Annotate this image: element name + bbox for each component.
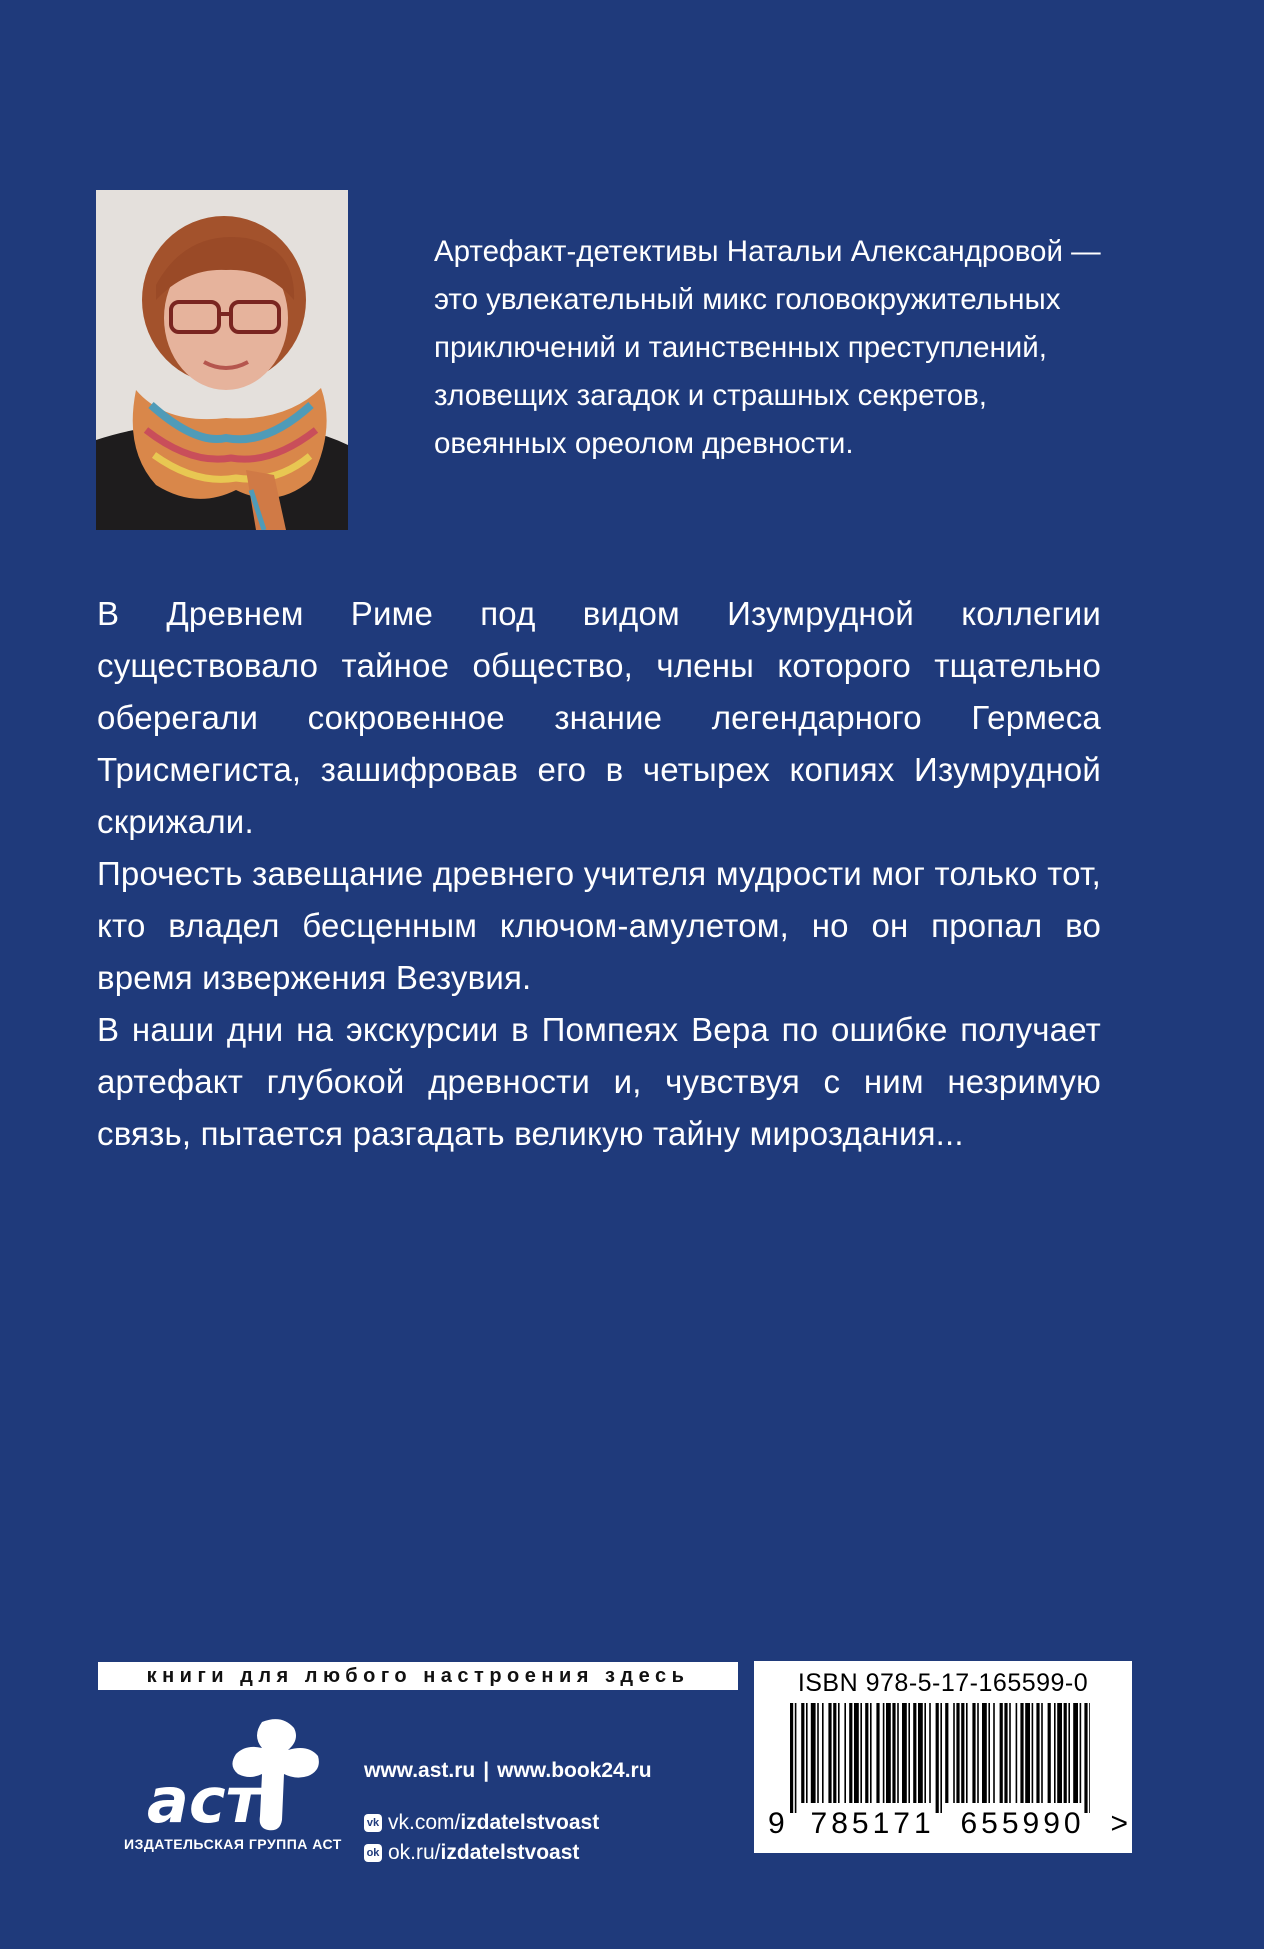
barcode-bar — [860, 1703, 862, 1803]
intro-line: овеянных ореолом древности. — [434, 427, 854, 460]
barcode-bar — [1000, 1703, 1003, 1803]
barcode-bar — [1016, 1703, 1018, 1803]
barcode-bar — [953, 1703, 955, 1803]
barcode-bar — [1084, 1703, 1087, 1813]
barcode-bars — [790, 1703, 1090, 1813]
barcode-bar — [982, 1703, 987, 1803]
barcode-bar — [940, 1703, 942, 1813]
barcode-bar — [1057, 1703, 1062, 1803]
ok-handle: izdatelstvoast — [440, 1841, 580, 1864]
intro-line: приключений и таинственных преступлений, — [434, 331, 1047, 364]
barcode-bar — [854, 1703, 859, 1803]
barcode-bar — [1025, 1703, 1030, 1803]
barcode-group2: 655990 — [960, 1807, 1085, 1840]
barcode-bar — [806, 1703, 808, 1803]
barcode-bar — [1041, 1703, 1043, 1803]
vk-handle: izdatelstvoast — [460, 1811, 600, 1834]
barcode-bar — [956, 1703, 959, 1803]
barcode-bar — [795, 1703, 797, 1813]
barcode-bar — [1036, 1703, 1039, 1803]
barcode-bar — [1004, 1703, 1007, 1803]
barcode-bar — [892, 1703, 895, 1803]
barcode-bar — [817, 1703, 819, 1803]
barcode-bar — [945, 1703, 948, 1803]
barcode-bar — [908, 1703, 910, 1803]
barcode-bar — [876, 1703, 879, 1803]
barcode-bar — [913, 1703, 916, 1803]
intro-line: это увлекательный микс головокружительных — [434, 283, 1061, 316]
barcode-bar — [988, 1703, 990, 1803]
publisher-links — [364, 1756, 652, 1868]
barcode-bar — [1080, 1703, 1082, 1803]
barcode-bar — [883, 1703, 885, 1803]
intro-line: Артефакт-детективы Натальи Александровой — — [434, 235, 1101, 268]
logo-caption: ИЗДАТЕЛЬСКАЯ ГРУППА АСТ — [124, 1836, 342, 1852]
barcode-bar — [1068, 1703, 1070, 1803]
barcode-bar — [1048, 1703, 1051, 1803]
barcode-bar — [886, 1703, 891, 1803]
barcode-bar — [833, 1703, 836, 1803]
barcode-bar — [902, 1703, 907, 1803]
link-ast[interactable]: www.ast.ru — [364, 1759, 476, 1782]
barcode-bar — [924, 1703, 926, 1803]
ok-prefix: ok.ru/ — [388, 1841, 441, 1864]
barcode-bar — [1020, 1703, 1023, 1803]
barcode-digits — [768, 1807, 1128, 1841]
barcode-bar — [1089, 1703, 1090, 1813]
barcode-bar — [1054, 1703, 1056, 1803]
barcode-digit-first: 9 — [768, 1807, 785, 1840]
barcode-bar — [790, 1703, 793, 1813]
barcode-bar — [811, 1703, 816, 1803]
barcode-bar — [828, 1703, 831, 1803]
barcode-bar — [961, 1703, 964, 1803]
isbn-barcode — [754, 1661, 1132, 1853]
barcode-bar — [993, 1703, 995, 1803]
barcode-bar — [870, 1703, 872, 1803]
barcode-bar — [801, 1703, 804, 1803]
barcode-bar — [972, 1703, 975, 1803]
barcode-bar — [918, 1703, 923, 1803]
barcode-bar — [865, 1703, 868, 1803]
barcode-bar — [849, 1703, 852, 1803]
logo-text: аст — [147, 1764, 262, 1837]
barcode-bar — [977, 1703, 979, 1803]
barcode-bar — [1032, 1703, 1034, 1803]
barcode-bar — [822, 1703, 824, 1803]
barcode-bar — [1009, 1703, 1011, 1803]
vk-icon: vk — [364, 1814, 382, 1832]
author-photo — [96, 190, 348, 530]
barcode-bar — [929, 1703, 931, 1803]
barcode-arrow: > — [1110, 1807, 1128, 1840]
barcode-bar — [1064, 1703, 1067, 1803]
annotation-paragraph: Прочесть завещание древнего учителя мудрости мог только тот, кто владел бесценным ключом-амулетом, но он пропал во время извержения Везувия. — [97, 855, 1101, 996]
vk-link[interactable] — [364, 1808, 652, 1838]
barcode-bar — [1073, 1703, 1078, 1803]
ok-link[interactable] — [364, 1838, 652, 1868]
annotation-paragraph: В наши дни на экскурсии в Помпеях Вера по ошибке получает артефакт глубокой древности и, чувствуя с ним незримую связь, пытается разгадать великую тайну мироздания... — [97, 1011, 1101, 1152]
website-links — [364, 1756, 652, 1786]
annotation-paragraph: В Древнем Риме под видом Изумрудной коллегии существовало тайное общество, члены которого тщательно оберегали сокровенное знание легендарного Гермеса Трисмегиста, зашифровав его в четырех копиях Изумрудной скрижали. — [97, 595, 1101, 840]
isbn-number: ISBN 978-5-17-165599-0 — [797, 1669, 1089, 1697]
barcode-bar — [844, 1703, 846, 1803]
ok-icon: ok — [364, 1844, 382, 1862]
barcode-bar — [838, 1703, 840, 1803]
intro-line: зловещих загадок и страшных секретов, — [434, 379, 987, 412]
book-annotation — [97, 588, 1101, 1160]
barcode-bar — [966, 1703, 968, 1803]
barcode-bar — [936, 1703, 939, 1813]
barcode-group1: 785171 — [810, 1807, 935, 1840]
barcode-bar — [897, 1703, 899, 1803]
tagline-banner: книги для любого настроения здесь — [98, 1662, 738, 1690]
link-book24[interactable]: www.book24.ru — [497, 1759, 652, 1782]
author-intro — [434, 228, 1134, 468]
vk-prefix: vk.com/ — [388, 1811, 461, 1834]
link-separator: | — [483, 1759, 490, 1782]
